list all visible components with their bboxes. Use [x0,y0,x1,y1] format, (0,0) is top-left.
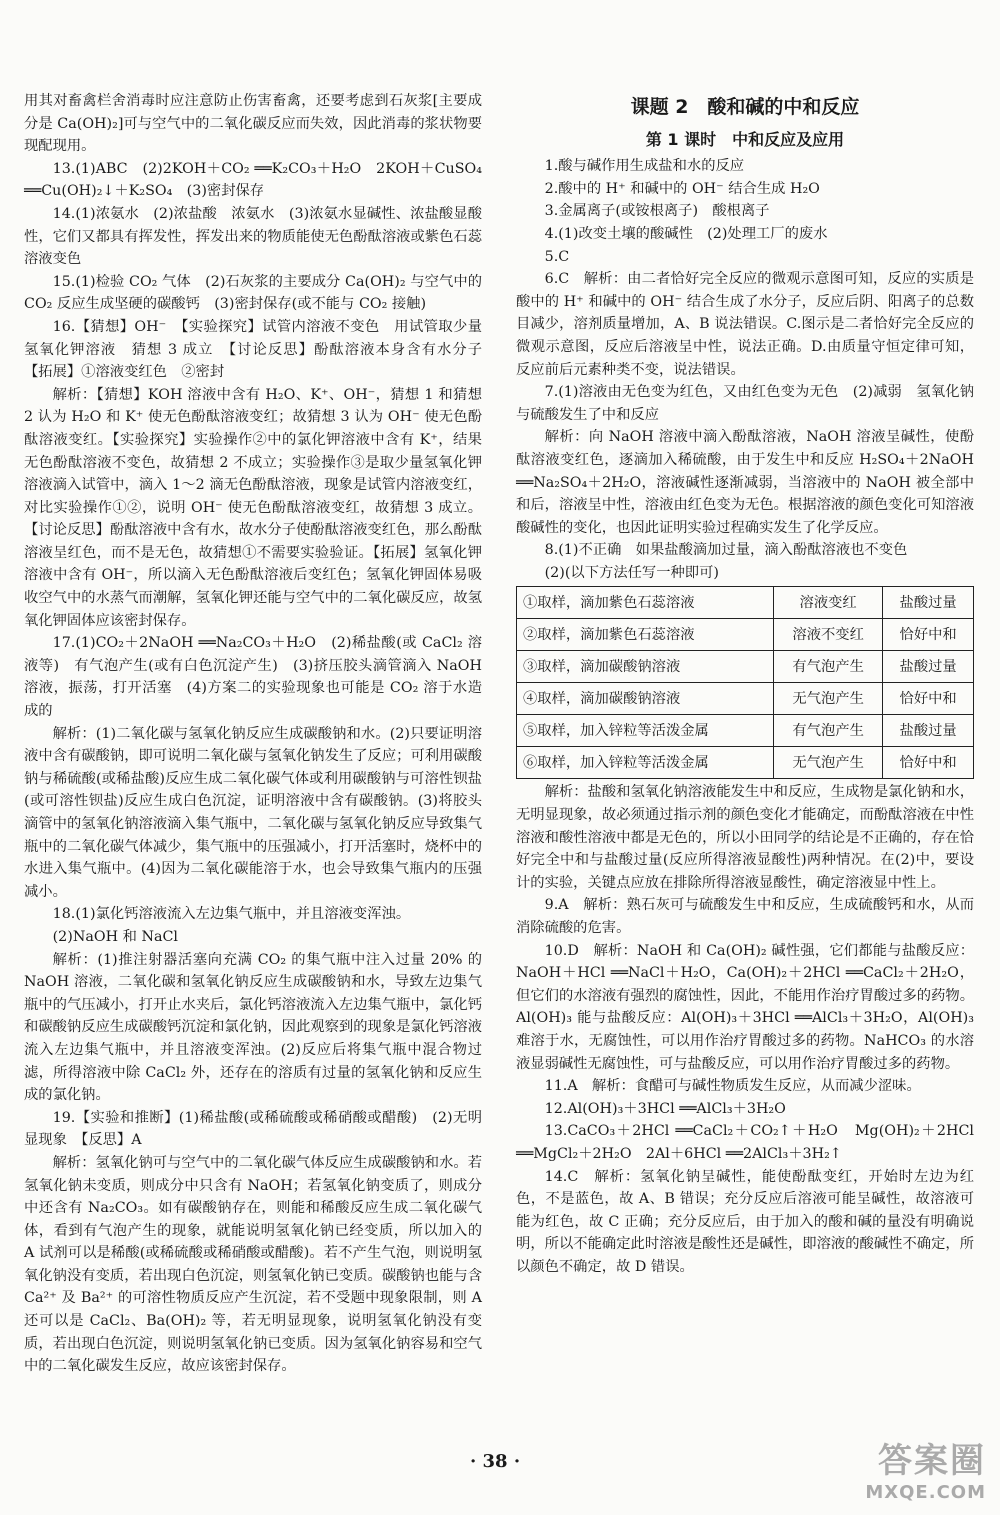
table-cell: 恰好中和 [883,747,974,779]
answer-2: 2.酸中的 H⁺ 和碱中的 OH⁻ 结合生成 H₂O [544,180,820,197]
answer-14-right: 14.C 解析：氢氧化钠呈碱性，能使酚酞变红，开始时左边为红色，不是蓝色，故 A、B 错误；充分反应后溶液可能呈碱性，故溶液可能为红色，故 C 正确；充分反应后，由于加入的酸和碱的量没有明确说明，所以不能确定此时溶液是酸性还是碱性，即溶液的酸碱性不确定，所以颜色不确定，故 D 错误。 [516,1168,974,1275]
table-cell: 有气泡产生 [774,651,883,683]
table-cell: ③取样，滴加碳酸钠溶液 [517,651,774,683]
answer-4: 4.(1)改变土壤的酸碱性 (2)处理工厂的废水 [544,225,828,242]
table-cell: 无气泡产生 [774,747,883,779]
watermark-text: 答案圈 [878,1441,986,1481]
table-cell: 恰好中和 [883,683,974,715]
table-cell: 盐酸过量 [883,651,974,683]
answer-1: 1.酸与碱作用生成盐和水的反应 [544,158,745,175]
table-cell: ④取样，滴加碳酸钠溶液 [517,683,774,715]
answer-12: 12.Al(OH)₃＋3HCl ══AlCl₃＋3H₂O [544,1100,786,1117]
answer-7: 7.(1)溶液由无色变为红色，又由红色变为无色 (2)减弱 氢氧化钠与硫酸发生了中和反应 [516,384,974,423]
table-cell: 溶液变红 [774,587,883,619]
answer-17: 17.(1)CO₂＋2NaOH ══Na₂CO₃＋H₂O (2)稀盐酸(或 CaCl₂ 溶液等) 有气泡产生(或有白色沉淀产生) (3)挤压胶头滴管滴入 NaOH 溶液，振荡，打开活塞 (4)方案二的实验现象也可能是 CO₂ 溶于水造成的 [24,635,482,720]
table-row [517,651,974,683]
analysis-7: 解析：向 NaOH 溶液中滴入酚酞溶液，NaOH 溶液呈碱性，使酚酞溶液变红色，逐滴加入稀硫酸，由于发生中和反应 H₂SO₄＋2NaOH ══Na₂SO₄＋2H₂O，溶液碱性逐渐减弱，当溶液中的 NaOH 被全部中和后，溶液呈中性，溶液由红色变为无色。根据溶液的颜色变化可知溶液酸碱性的变化，也因此证明实验过程确实发生了化学反应。 [516,429,974,536]
answer-6: 6.C 解析：由二者恰好完全反应的微观示意图可知，反应的实质是酸中的 H⁺ 和碱中的 OH⁻ 结合生成了水分子，反应后阴、阳离子的总数目减少，溶剂质量增加，A、B 说法错误。C.图示是二者恰好完全反应的微观示意图，反应后溶液呈中性，说法正确。D.由质量守恒定律可知，反应前后元素种类不变，说法错误。 [516,271,974,378]
table-cell: ②取样，滴加紫色石蕊溶液 [517,619,774,651]
answer-10: 10.D 解析：NaOH 和 Ca(OH)₂ 碱性强，它们都能与盐酸反应：NaOH＋HCl ══NaCl＋H₂O，Ca(OH)₂＋2HCl ══CaCl₂＋2H₂O，但它们的水溶液有强烈的腐蚀性，因此，不能用作治疗胃酸过多的药物。Al(OH)₃ 能与盐酸反应：Al(OH)₃＋3HCl ══AlCl₃＋3H₂O，Al(OH)₃ 难溶于水，无腐蚀性，可以用作治疗胃酸过多的药物。NaHCO₃ 的水溶液显弱碱性无腐蚀性，可与盐酸反应，可以用作治疗胃酸过多的药物。 [516,942,974,1072]
answer-5: 5.C [544,248,570,265]
table-cell: 无气泡产生 [774,683,883,715]
answer-18-2: (2)NaOH 和 NaCl [52,928,178,945]
answer-3: 3.金属离子(或铵根离子) 酸根离子 [544,203,770,220]
answer-13-right: 13.CaCO₃＋2HCl ══CaCl₂＋CO₂↑＋H₂O Mg(OH)₂＋2HCl ══MgCl₂＋2H₂O 2Al＋6HCl ══2AlCl₃＋3H₂↑ [516,1123,974,1162]
table-cell: 盐酸过量 [883,715,974,747]
table-row [517,619,974,651]
table-cell: 恰好中和 [883,619,974,651]
table-row [517,683,974,715]
answer-19: 19.【实验和推断】(1)稀盐酸(或稀硫酸或稀硝酸或醋酸) (2)无明显现象 【反思】A [24,1109,482,1149]
table-cell: 有气泡产生 [774,715,883,747]
answer-8: 8.(1)不正确 如果盐酸滴加过量，滴入酚酞溶液也不变色 [544,542,908,559]
analysis-19: 解析：氢氧化钠可与空气中的二氧化碳气体反应生成碳酸钠和水。若氢氧化钠未变质，则成分中只含有 NaOH；若氢氧化钠变质了，则成分中还含有 Na₂CO₃。如有碳酸钠存在，则能和稀酸反应生成二氧化碳气体，看到有气泡产生的现象，就能说明氢氧化钠已经变质，所以加入的 A 试剂可以是稀酸(或稀硫酸或稀硝酸或醋酸)。若不产生气泡，则说明氢氧化钠没有变质，若出现白色沉淀，则氢氧化钠已变质。碳酸钠也能与含 Ca²⁺ 及 Ba²⁺ 的可溶性物质反应产生沉淀，若不受题中现象限制，则 A 还可以是 CaCl₂、Ba(OH)₂ 等，若无明显现象，说明氢氧化钠没有变质，若出现白色沉淀，则说明氢氧化钠已变质。因为氢氧化钠容易和空气中的二氧化碳发生反应，故应该密封保存。 [24,1154,482,1375]
table-cell: 盐酸过量 [883,587,974,619]
right-column [516,90,974,1279]
answer-16: 16.【猜想】OH⁻ 【实验探究】试管内溶液不变色 用试管取少量氢氧化钾溶液 猜想 3 成立 【讨论反思】酚酞溶液本身含有水分子 【拓展】①溶液变红色 ②密封 [24,318,497,381]
table-cell: ⑤取样，加入锌粒等活泼金属 [517,715,774,747]
page-number: · 38 · [470,1451,521,1472]
table-cell: ⑥取样，加入锌粒等活泼金属 [517,747,774,779]
paragraph: 用其对畜禽栏舍消毒时应注意防止伤害畜禽，还要考虑到石灰浆[主要成分是 Ca(OH)₂]可与空气中的二氧化碳反应而失效，因此消毒的浆状物要现配现用。 [24,93,482,155]
lesson-subtitle: 第 1 课时 中和反应及应用 [645,129,845,149]
table-row [517,715,974,747]
section-title: 课题 2 酸和碱的中和反应 [630,96,860,118]
answer-9: 9.A 解析：熟石灰可与硫酸发生中和反应，生成硫酸钙和水，从而消除硫酸的危害。 [516,897,974,937]
table-row [517,587,974,619]
experiment-table [516,586,974,779]
analysis-17: 解析：(1)二氧化碳与氢氧化钠反应生成碳酸钠和水。(2)只要证明溶液中含有碳酸钠，即可说明二氧化碳与氢氧化钠发生了反应；可利用碳酸钠与稀硫酸(或稀盐酸)反应生成二氧化碳气体或利用碳酸钠与可溶性钡盐(或可溶性钡盐)反应生成白色沉淀，证明溶液中含有碳酸钠。(3)将胶头滴管中的氢氧化钠溶液滴入集气瓶中，二氧化碳与氢氧化钠反应导致集气瓶中的二氧化碳气体减少，集气瓶中的压强减小，打开活塞时，烧杯中的水进入集气瓶中。(4)因为二氧化碳能溶于水，也会导致集气瓶内的压强减小。 [24,725,482,900]
answer-15: 15.(1)检验 CO₂ 气体 (2)石灰浆的主要成分 Ca(OH)₂ 与空气中的 CO₂ 反应生成坚硬的碳酸钙 (3)密封保存(或不能与 CO₂ 接触) [24,273,482,313]
answer-8-2: (2)(以下方法任写一种即可) [544,564,719,581]
watermark-url: MXQE.COM [865,1482,986,1503]
analysis-8: 解析：盐酸和氢氧化钠溶液能发生中和反应，生成物是氯化钠和水，无明显现象，故必须通过指示剂的颜色变化才能确定，而酚酞溶液在中性溶液和酸性溶液中都是无色的，所以小田同学的结论是不正确的，存在恰好完全中和与盐酸过量(反应所得溶液显酸性)两种情况。在(2)中，要设计的实验，关键点应放在排除所得溶液显酸性，确定溶液显中性上。 [516,784,974,891]
analysis-16: 解析：【猜想】KOH 溶液中含有 H₂O、K⁺、OH⁻，猜想 1 和猜想 2 认为 H₂O 和 K⁺ 使无色酚酞溶液变红；故猜想 3 认为 OH⁻ 使无色酚酞溶液变红。【实验探究】实验操作②中的氯化钾溶液中含有 K⁺，结果无色酚酞溶液不变色，故猜想 2 不成立；实验操作③是取少量氢氧化钾溶液滴入试管中，滴入 1～2 滴无色酚酞溶液，现象是试管内溶液变红，对比实验操作①②，说明 OH⁻ 使无色酚酞溶液变红，故猜想 3 成立。【讨论反思】酚酞溶液中含有水，故水分子使酚酞溶液变红色，那么酚酞溶液呈红色，而不是无色，故猜想①不需要实验验证。【拓展】氢氧化钾溶液中含有 OH⁻，所以滴入无色酚酞溶液后变红色；氢氧化钾固体易吸收空气中的水蒸气而潮解，氢氧化钾还能与空气中的二氧化碳反应，故氢氧化钾固体应该密封保存。 [24,386,482,629]
answer-11: 11.A 解析：食醋可与碱性物质发生反应，从而减少涩味。 [544,1078,921,1095]
answer-13: 13.(1)ABC (2)2KOH＋CO₂ ══K₂CO₃＋H₂O 2KOH＋CuSO₄ ══Cu(OH)₂↓＋K₂SO₄ (3)密封保存 [24,160,482,200]
watermark-logo [865,1433,986,1503]
table-cell: 溶液不变红 [774,619,883,651]
left-column [24,90,497,1378]
table-row [517,747,974,779]
analysis-18: 解析：(1)推注射器活塞向充满 CO₂ 的集气瓶中注入过量 20% 的 NaOH 溶液，二氧化碳和氢氧化钠反应生成碳酸钠和水，导致左边集气瓶中的气压减小，打开止水夹后，氯化钙溶液流入左边集气瓶中，氯化钙和碳酸钠反应生成碳酸钙沉淀和氯化钠，因此观察到的现象是氯化钙溶液流入左边集气瓶中，并且溶液变浑浊。(2)反应后将集气瓶中混合物过滤，所得溶液中除 CaCl₂ 外，还存在的溶质有过量的氢氧化钠和反应生成的氯化钠。 [24,951,482,1104]
answer-18: 18.(1)氯化钙溶液流入左边集气瓶中，并且溶液变浑浊。 [52,906,411,923]
table-cell: ①取样，滴加紫色石蕊溶液 [517,587,774,619]
answer-14: 14.(1)浓氨水 (2)浓盐酸 浓氨水 (3)浓氨水显碱性、浓盐酸显酸性，它们又都具有挥发性，挥发出来的物质能使无色酚酞溶液或紫色石蕊溶液变色 [24,205,482,268]
